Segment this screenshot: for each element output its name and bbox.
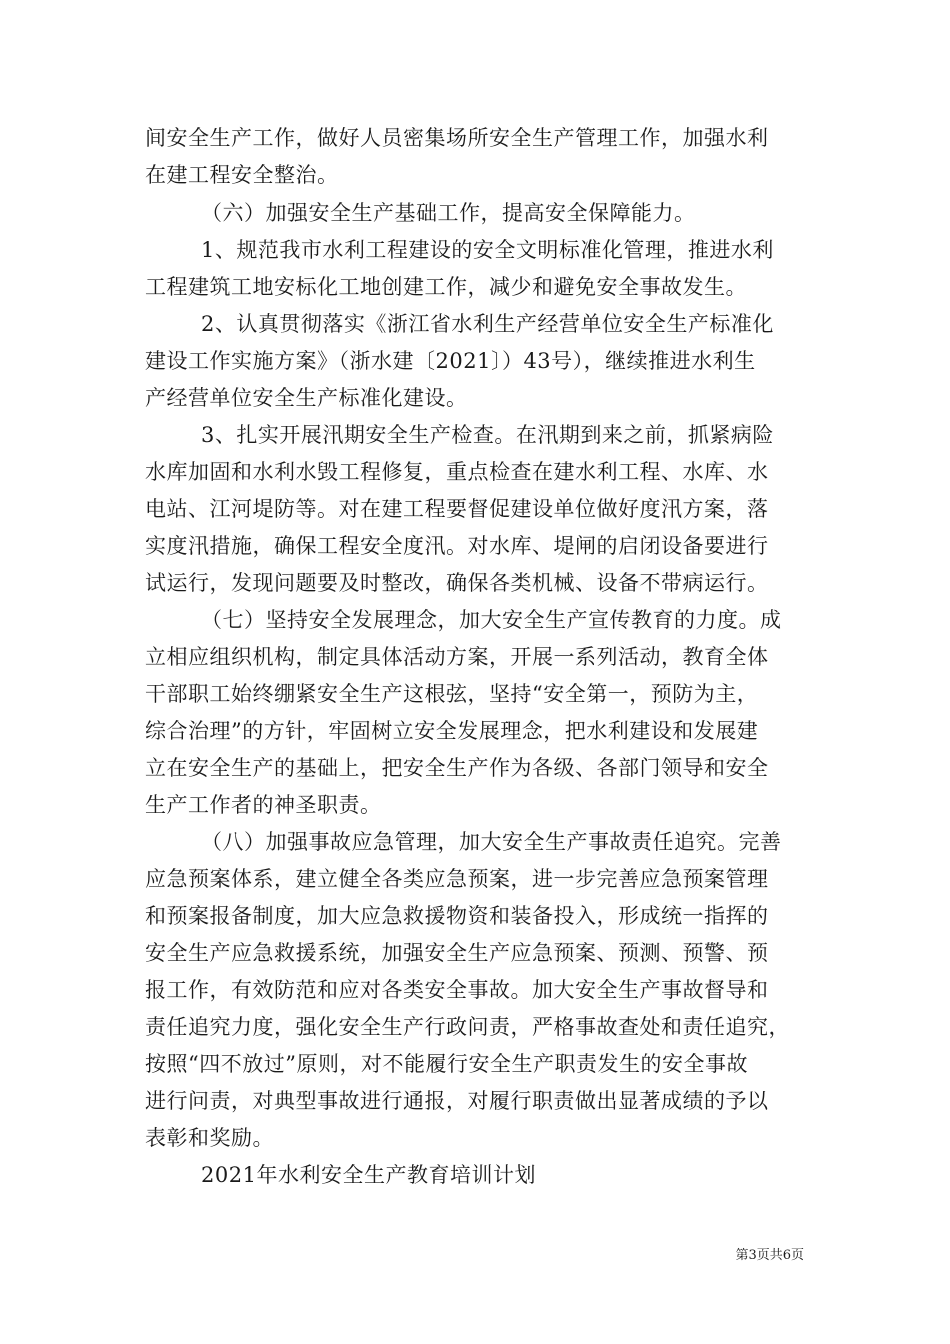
body-line: 2、认真贯彻落实《浙江省水利生产经营单位安全生产标准化: [201, 312, 774, 336]
body-line: 3、扎实开展汛期安全生产检查。在汛期到来之前，抓紧病险: [201, 423, 774, 447]
body-line: 实度汛措施，确保工程安全度汛。对水库、堤闸的启闭设备要进行: [145, 534, 769, 558]
body-line: 建设工作实施方案》（浙水建〔2021〕）43号），继续推进水利生: [145, 349, 756, 373]
body-line: 试运行，发现问题要及时整改，确保各类机械、设备不带病运行。: [145, 571, 769, 595]
body-line: 生产工作者的神圣职责。: [145, 793, 382, 817]
body-line: 责任追究力度，强化安全生产行政问责，严格事故查处和责任追究，: [145, 1015, 790, 1039]
body-line: 立在安全生产的基础上，把安全生产作为各级、各部门领导和安全: [145, 756, 769, 780]
section-heading: （七）坚持安全发展理念，加大安全生产宣传教育的力度。成: [201, 608, 782, 632]
body-line: 综合治理”的方针，牢固树立安全发展理念，把水利建设和发展建: [145, 719, 759, 743]
body-line: 和预案报备制度，加大应急救援物资和装备投入，形成统一指挥的: [145, 904, 769, 928]
body-line: 按照“四不放过”原则，对不能履行安全生产职责发生的安全事故: [145, 1052, 748, 1076]
body-line: 立相应组织机构，制定具体活动方案，开展一系列活动，教育全体: [145, 645, 769, 669]
section-heading: （六）加强安全生产基础工作，提高安全保障能力。: [201, 201, 696, 225]
body-line: 产经营单位安全生产标准化建设。: [145, 386, 468, 410]
body-line: 报工作，有效防范和应对各类安全事故。加大安全生产事故督导和: [145, 978, 769, 1002]
body-line: 表彰和奖励。: [145, 1126, 274, 1150]
document-title: 2021年水利安全生产教育培训计划: [201, 1163, 536, 1187]
body-line: 应急预案体系，建立健全各类应急预案，进一步完善应急预案管理: [145, 867, 769, 891]
body-line: 进行问责，对典型事故进行通报，对履行职责做出显著成绩的予以: [145, 1089, 769, 1113]
body-line: 1、规范我市水利工程建设的安全文明标准化管理，推进水利: [201, 238, 774, 262]
body-line: 干部职工始终绷紧安全生产这根弦，坚持“安全第一，预防为主，: [145, 682, 759, 706]
body-line: 水库加固和水利水毁工程修复，重点检查在建水利工程、水库、水: [145, 460, 769, 484]
page-number: 第3页共6页: [735, 1248, 804, 1263]
body-line: 电站、江河堤防等。对在建工程要督促建设单位做好度汛方案，落: [145, 497, 769, 521]
body-line: 工程建筑工地安标化工地创建工作，减少和避免安全事故发生。: [145, 275, 747, 299]
body-line: 安全生产应急救援系统，加强安全生产应急预案、预测、预警、预: [145, 941, 769, 965]
section-heading: （八）加强事故应急管理，加大安全生产事故责任追究。完善: [201, 830, 782, 854]
body-line: 在建工程安全整治。: [145, 163, 339, 187]
body-line: 间安全生产工作，做好人员密集场所安全生产管理工作，加强水利: [145, 126, 769, 150]
